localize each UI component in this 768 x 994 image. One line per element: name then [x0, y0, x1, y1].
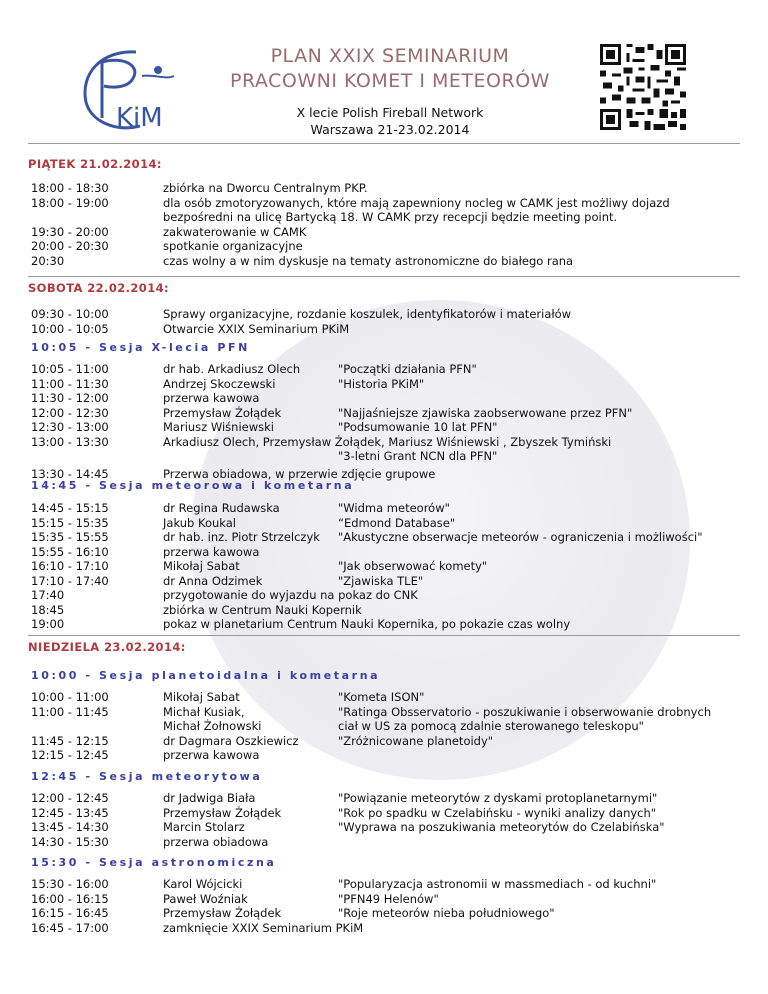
session-heading: 10:00 - Sesja planetoidalna i kometarna: [31, 669, 381, 682]
time: 20:30: [31, 253, 65, 268]
event: zbiórka na Dworcu Centralnym PKP.: [163, 181, 368, 195]
session-heading: 12:45 - Sesja meteorytowa: [31, 770, 263, 783]
title-line-2: PRACOWNI KOMET I METEORÓW: [230, 70, 550, 92]
time: 09:30 - 10:00: [31, 307, 109, 321]
time: 20:00 - 20:30: [31, 239, 109, 253]
session-heading: 15:30 - Sesja astronomiczna: [31, 856, 277, 869]
event: spotkanie organizacyjne: [163, 239, 303, 253]
time: 18:00 - 18:30: [31, 181, 109, 195]
sunday-heading: NIEDZIELA 23.02.2014:: [28, 640, 186, 654]
time: 19:30 - 20:00: [31, 224, 109, 239]
session-heading: 10:05 - Sesja X-lecia PFN: [31, 341, 250, 354]
divider: [28, 143, 740, 144]
time: 10:00 - 10:05: [31, 321, 109, 336]
logo-text: KiM: [116, 103, 163, 132]
divider: [28, 276, 740, 277]
session-heading: 14:45 - Sesja meteorowa i kometarna: [31, 479, 355, 492]
page-subtitle: [205, 104, 575, 138]
friday-heading: PIĄTEK 21.02.2014:: [28, 157, 162, 171]
divider: [28, 635, 740, 636]
event: zakwaterowanie w CAMK: [163, 224, 307, 239]
subtitle-line-2: Warszawa 21-23.02.2014: [310, 122, 470, 137]
event: czas wolny a w nim dyskusje na tematy astronomiczne do białego rana: [163, 253, 574, 268]
qr-code-icon: [600, 44, 686, 130]
event: bezpośredni na ulicę Bartycką 18. W CAMK przy recepcji będzie meeting point.: [163, 210, 618, 224]
page-title: [205, 44, 575, 94]
time: 18:00 - 19:00: [31, 195, 109, 210]
event: Otwarcie XXIX Seminarium PKiM: [163, 321, 350, 336]
title-line-1: PLAN XXIX SEMINARIUM: [270, 45, 510, 67]
event: Sprawy organizacyjne, rozdanie koszulek, identyfikatorów i materiałów: [163, 307, 572, 321]
subtitle-line-1: X lecie Polish Fireball Network: [296, 105, 484, 120]
event: dla osób zmotoryzowanych, które mają zapewniony nocleg w CAMK jest możliwy dojazd: [163, 195, 670, 210]
saturday-heading: SOBOTA 22.02.2014:: [28, 281, 170, 295]
pkim-logo-icon: [76, 46, 186, 132]
